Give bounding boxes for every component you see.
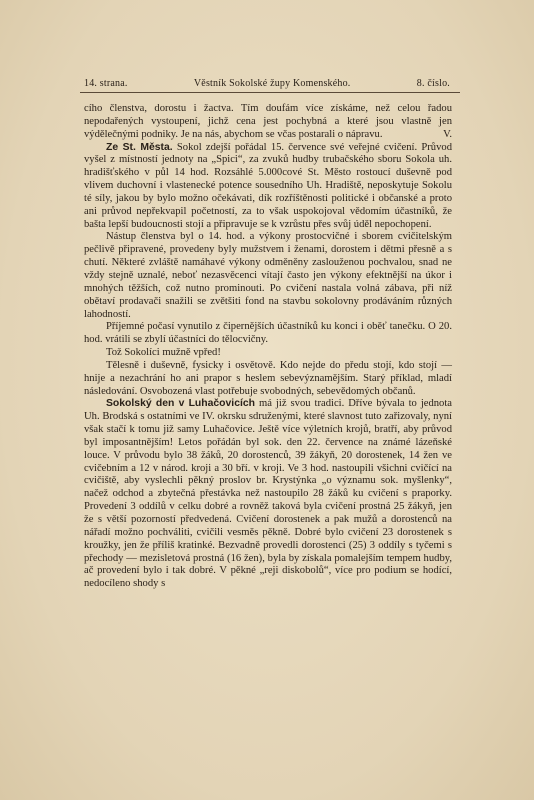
paragraph-text: cího členstva, dorostu i žactva. Tím doufám více získáme, než celou řadou nepodařených vystoupení, jichž cena jest pochybná a které jsou vlastně jen výdělečnými podniky. Je na nás, abychom se včas postarali o nápravu.	[84, 103, 452, 140]
signature: V.	[443, 128, 452, 140]
header-rule	[80, 92, 460, 93]
paragraph: Tělesně i duševně, fysicky i osvětově. Kdo nejde do předu stojí, kdo stojí — hnije a nezachrání ho ani prapor s heslem sebevýznamějším. Starý příklad, mladí následování. Osvobozená vlast potřebuje svobodných, sebevědomých občanů.	[84, 359, 452, 397]
section-heading: Ze St. Města.	[106, 141, 173, 153]
issue-number: 8. číslo.	[416, 78, 450, 89]
paragraph	[84, 103, 452, 142]
paragraph: Příjemné počasí vynutilo z čipernějších účastníků ku konci i oběť tanečku. O 20. hod. vrátili se zbylí účastníci do tělocvičny.	[84, 321, 452, 346]
running-header	[84, 78, 450, 89]
paragraph	[84, 398, 452, 591]
paragraph-text: Sokol zdejší pořádal 15. července své veřejné cvičení. Průvod vyšel z místností jednoty na „Spici“, za zvuků hudby trubačského sboru Sokola uh. hradišťského v půl 14 hod. Rozsáhlé 5.000cové St. Město rostoucí duševně pod vlivem duchovní i vlastenecké potence sousedního Uh. Hradiště, neposkytuje Sokolu té síly, jakou by bylo možno očekávati, dík rozříštěnosti politické i občanské a proto ani průvod nepřekvapil početností, za to však uspokojoval vědomím účastníků, že bašta lepší budoucnosti stojí a připravuje se k vzrůstu přes svůj úděl nepochopení.	[84, 141, 452, 230]
page-number: 14. strana.	[84, 78, 128, 89]
article-body	[84, 103, 452, 591]
paragraph: Tož Sokolíci mužně vpřed!	[106, 347, 221, 359]
section-heading: Sokolský den v Luhačovicích	[106, 398, 255, 410]
journal-title: Věstník Sokolské župy Komenského.	[193, 78, 351, 89]
paragraph-text: má již svou tradici. Dříve bývala to jednota Uh. Brodská s ostatními ve IV. okrsku sdruženými, které slavnost tuto zařizovaly, nyní však stačí k tomu již samy Luhačovice. Ještě více výletních krojů, bratří, aby průvod byl imposantnějším! Letos pořádán byl sok. den 22. července na známé lázeňské louce. V průvodu bylo 38 žáků, 20 dorostenců, 39 žákyň, 20 dorostenek, 14 žen ve cvičebním a 12 v národ. kroji a 30 bří. v kroji. Ve 3 hod. nastoupili všichni cvičící na cvičiště, aby vyslechli pěkný proslov br. Krystýnka „o významu sok. myšlenky“, načež odchod a zbytečná přestávka než nastoupilo 28 žáků ku cvičení s praporky. Provedení 3 oddílů v celku dobré a rovněž taková byla cvičení prostná 25 žákyň, jen že s větší pozorností předvedená. Cvičení dorostenek a pak mužů a dorostenců na nářadí možno pochváliti, cvičili vesměs pěkně. Dobré bylo cvičení 23 dorostenek s kroužky, jen že příliš kratinké. Bezvadně provedli dorostenci (25) 3 oddíly s tyčemi s přechody — mezisletová prostná (16 žen), byla by získala pomalejším tempem hudby, ač provedení bylo i tak dobré. V pěkné „reji diskobolů“, více pro podium se hodící, nedocíleno shody s	[84, 398, 453, 590]
paragraph	[84, 142, 452, 232]
paragraph: Nástup členstva byl o 14. hod. a výkony prostocvičné i sborem cvičitelským pečlivě připravené, provedeny byly mužstvem i ženami, dorostem i dětmi přesně a s chutí. Některé zvláště namáhavé výkony odměněny zaslouženou pochvalou, snad ne vždy stejně uznalé, neboť nezasvěcenci vítají často jen výkony efektnější na úkor i mnohých těžších, což nutno prominouti. Po cvičení nastala volná zábava, při níž obětaví prodavači snažili se zvětšiti fond na stavbu sokolovny prodáváním různých lahodností.	[84, 231, 452, 320]
